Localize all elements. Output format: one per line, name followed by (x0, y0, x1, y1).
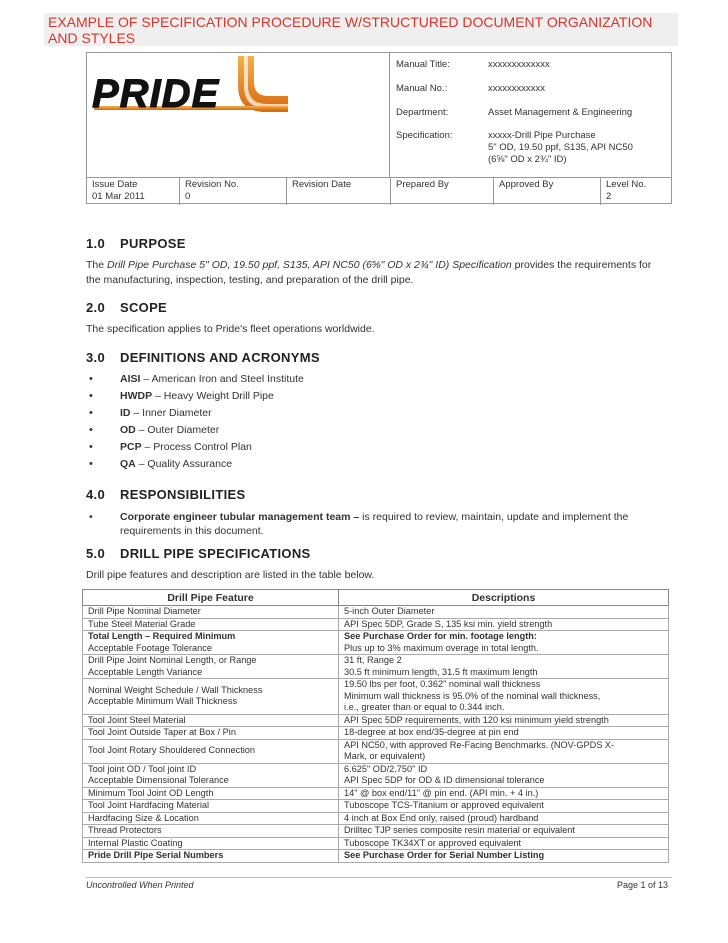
description-cell (339, 655, 669, 679)
revision-no-label: Revision No. (185, 179, 239, 190)
definitions-list (86, 371, 304, 473)
definition: – Outer Diameter (135, 424, 220, 436)
cell-line: Tuboscope TK34XT or approved equivalent (344, 837, 522, 848)
footer-divider (86, 877, 672, 878)
approved-by-cell (493, 177, 600, 205)
specification-line-3: (6⅝" OD x 2¾" ID) (488, 154, 567, 165)
issue-date-label: Issue Date (92, 179, 138, 190)
prepared-by-cell (390, 177, 493, 205)
cell-line: Tool Joint Rotary Shouldered Connection (88, 745, 256, 756)
revision-no-value: 0 (185, 191, 191, 202)
cell-line: Acceptable Length Variance (88, 666, 203, 677)
purpose-post: provides the requirements for the manufacturing, inspection, testing, and preparation of the drill pipe. (86, 259, 652, 286)
feature-cell (83, 606, 339, 619)
cell-line: Total Length – Required Minimum (88, 631, 236, 641)
table-row (83, 850, 669, 863)
cell-line: Tuboscope TCS-Titanium or approved equivalent (344, 800, 544, 810)
cell-line: Minimum wall thickness is 95.0% of the nominal wall thickness, (344, 690, 601, 701)
feature-cell (83, 714, 339, 727)
table-row (83, 679, 669, 715)
column-header-descriptions: Descriptions (339, 590, 669, 606)
purpose-spec-name: Drill Pipe Purchase 5" OD, 19.50 ppf, S135, API NC50 (6⅝" OD x 2¾" ID) Specification (107, 259, 512, 271)
list-item (86, 439, 304, 456)
table-row (83, 618, 669, 631)
column-header-feature: Drill Pipe Feature (83, 590, 339, 606)
table-row (83, 800, 669, 813)
cell-line: i.e., greater than or equal to 0.344 inch. (344, 702, 505, 712)
cell-line: See Purchase Order for Serial Number Listing (344, 850, 545, 860)
definition: – Inner Diameter (130, 407, 212, 419)
term: HWDP (120, 390, 153, 402)
description-cell (339, 631, 669, 655)
section-drill-pipe-heading (86, 546, 310, 561)
feature-cell (83, 812, 339, 825)
feature-cell (83, 850, 339, 863)
cell-line: API Spec 5DP, Grade S, 135 ksi min. yield strength (344, 618, 553, 629)
cell-line: API NC50, with approved Re-Facing Benchmarks. (NOV-GPDS X- (344, 739, 615, 750)
specification-label: Specification: (396, 130, 453, 141)
feature-cell (83, 837, 339, 850)
table-body (83, 606, 669, 863)
section-scope-heading (86, 300, 167, 315)
description-cell (339, 606, 669, 619)
description-cell (339, 739, 669, 763)
cell-line: See Purchase Order for min. footage length: (344, 631, 537, 641)
cell-line: Tool Joint Outside Taper at Box / Pin (88, 727, 236, 737)
term: PCP (120, 441, 142, 453)
table-row (83, 606, 669, 619)
definition: – Heavy Weight Drill Pipe (152, 390, 274, 402)
section-title: DEFINITIONS AND ACRONYMS (120, 350, 320, 365)
issue-date-value: 01 Mar 2011 (92, 191, 145, 202)
section-title: DRILL PIPE SPECIFICATIONS (120, 546, 311, 561)
section-responsibilities-heading (86, 487, 245, 502)
cell-line: Plus up to 3% maximum overage in total length. (344, 642, 539, 653)
table-row (83, 631, 669, 655)
cell-line: Acceptable Minimum Wall Thickness (88, 696, 238, 707)
cell-line: Tube Steel Material Grade (88, 618, 196, 629)
cell-line: Mark, or equivalent) (344, 751, 426, 761)
section-number: 2.0 (86, 300, 105, 315)
responsibility-text: is required to review, maintain, update and implement the requirements in this document. (120, 511, 629, 537)
header-vertical-divider (389, 53, 390, 177)
description-cell (339, 618, 669, 631)
cell-line: 14" @ box end/11" @ pin end. (API min. + 4 in.) (344, 787, 539, 798)
description-cell (339, 812, 669, 825)
cell-line: API Spec 5DP for OD & ID dimensional tolerance (344, 775, 545, 785)
section-title: RESPONSIBILITIES (120, 487, 246, 502)
cell-line: Drilltec TJP series composite resin material or equivalent (344, 825, 575, 835)
feature-cell (83, 631, 339, 655)
cell-line: Minimum Tool Joint OD Length (88, 787, 214, 798)
drill-pipe-spec-table (82, 589, 669, 863)
department-label: Department: (396, 107, 449, 118)
feature-cell (83, 618, 339, 631)
feature-cell (83, 727, 339, 740)
description-cell (339, 679, 669, 715)
scope-text: The specification applies to Pride's fleet operations worldwide. (86, 323, 375, 335)
section-number: 1.0 (86, 236, 105, 251)
cell-line: Acceptable Dimensional Tolerance (88, 775, 229, 785)
cell-line: Tool joint OD / Tool joint ID (88, 763, 197, 774)
pride-logo-text: PRIDE (92, 72, 220, 116)
revision-date-cell (286, 177, 390, 205)
section-number: 3.0 (86, 350, 105, 365)
manual-title-value: xxxxxxxxxxxxx (488, 59, 550, 70)
level-no-cell (600, 177, 673, 205)
cell-line: 4 inch at Box End only, raised (proud) hardband (344, 812, 539, 823)
definition: – Quality Assurance (135, 458, 233, 470)
list-item (86, 388, 304, 405)
cell-line: Internal Plastic Coating (88, 837, 183, 848)
term: QA (120, 458, 136, 470)
table-header-row (83, 590, 669, 606)
feature-cell (83, 739, 339, 763)
term: AISI (120, 373, 141, 385)
feature-cell (83, 787, 339, 800)
description-cell (339, 825, 669, 838)
cell-line: Pride Drill Pipe Serial Numbers (88, 850, 224, 860)
description-cell (339, 763, 669, 787)
cell-line: 19.50 lbs per foot, 0.362" nominal wall thickness (344, 679, 541, 689)
section-title: SCOPE (120, 300, 168, 315)
manual-no-value: xxxxxxxxxxxx (488, 83, 545, 94)
specification-line-1: xxxxx-Drill Pipe Purchase (488, 130, 596, 141)
level-no-label: Level No. (606, 179, 647, 190)
definition: – American Iron and Steel Institute (140, 373, 304, 385)
list-item (86, 371, 304, 388)
description-cell (339, 837, 669, 850)
section-title: PURPOSE (120, 236, 186, 251)
approved-by-label: Approved By (499, 179, 554, 190)
feature-cell (83, 655, 339, 679)
responsibilities-item (86, 510, 646, 538)
cell-line: 31 ft, Range 2 (344, 655, 402, 665)
drill-pipe-intro: Drill pipe features and description are listed in the table below. (86, 569, 375, 581)
cell-line: 6.625" OD/2.750" ID (344, 763, 428, 774)
level-no-value: 2 (606, 191, 612, 202)
document-banner-title: EXAMPLE OF SPECIFICATION PROCEDURE W/STRUCTURED DOCUMENT ORGANIZATION AND STYLES (44, 13, 678, 46)
department-value: Asset Management & Engineering (488, 107, 633, 118)
table-row (83, 787, 669, 800)
table-row (83, 727, 669, 740)
list-item (86, 456, 304, 473)
section-purpose-heading (86, 236, 186, 251)
description-cell (339, 727, 669, 740)
revision-no-cell (179, 177, 286, 205)
footer-uncontrolled: Uncontrolled When Printed (86, 880, 194, 890)
cell-line: 18-degree at box end/35-degree at pin end (344, 727, 519, 737)
pride-logo (88, 56, 300, 122)
term: OD (120, 424, 136, 436)
purpose-text (86, 258, 656, 288)
table-row (83, 655, 669, 679)
description-cell (339, 800, 669, 813)
specification-line-2: 5" OD, 19.50 ppf, S135, API NC50 (488, 142, 633, 153)
responsibility-role: Corporate engineer tubular management team – (120, 511, 360, 523)
cell-line: Tool Joint Steel Material (88, 714, 186, 725)
definition: – Process Control Plan (141, 441, 252, 453)
prepared-by-label: Prepared By (396, 179, 449, 190)
description-cell (339, 714, 669, 727)
term: ID (120, 407, 131, 419)
cell-line: Acceptable Footage Tolerance (88, 642, 212, 653)
manual-no-label: Manual No.: (396, 83, 448, 94)
cell-line: Drill Pipe Nominal Diameter (88, 606, 201, 616)
feature-cell (83, 800, 339, 813)
section-number: 4.0 (86, 487, 105, 502)
description-cell (339, 787, 669, 800)
cell-line: Tool Joint Hardfacing Material (88, 800, 210, 810)
cell-line: Nominal Weight Schedule / Wall Thickness (88, 684, 263, 695)
description-cell (339, 850, 669, 863)
table-row (83, 812, 669, 825)
table-row (83, 714, 669, 727)
feature-cell (83, 679, 339, 715)
table-row (83, 825, 669, 838)
table-row (83, 763, 669, 787)
revision-row (87, 177, 671, 205)
feature-cell (83, 763, 339, 787)
footer-page-number: Page 1 of 13 (617, 880, 669, 890)
cell-line: API Spec 5DP requirements, with 120 ksi minimum yield strength (344, 714, 609, 725)
section-number: 5.0 (86, 546, 105, 561)
cell-line: Thread Protectors (88, 825, 162, 835)
purpose-pre: The (86, 259, 108, 271)
list-item (86, 422, 304, 439)
cell-line: 5-inch Outer Diameter (344, 606, 435, 616)
revision-date-label: Revision Date (292, 179, 352, 190)
cell-line: Drill Pipe Joint Nominal Length, or Range (88, 655, 257, 665)
table-row (83, 739, 669, 763)
list-item (86, 405, 304, 422)
manual-title-label: Manual Title: (396, 59, 450, 70)
feature-cell (83, 825, 339, 838)
issue-date-cell (87, 177, 179, 205)
cell-line: Hardfacing Size & Location (88, 812, 199, 823)
section-definitions-heading (86, 350, 320, 365)
cell-line: 30.5 ft minimum length, 31.5 ft maximum length (344, 666, 538, 677)
table-row (83, 837, 669, 850)
